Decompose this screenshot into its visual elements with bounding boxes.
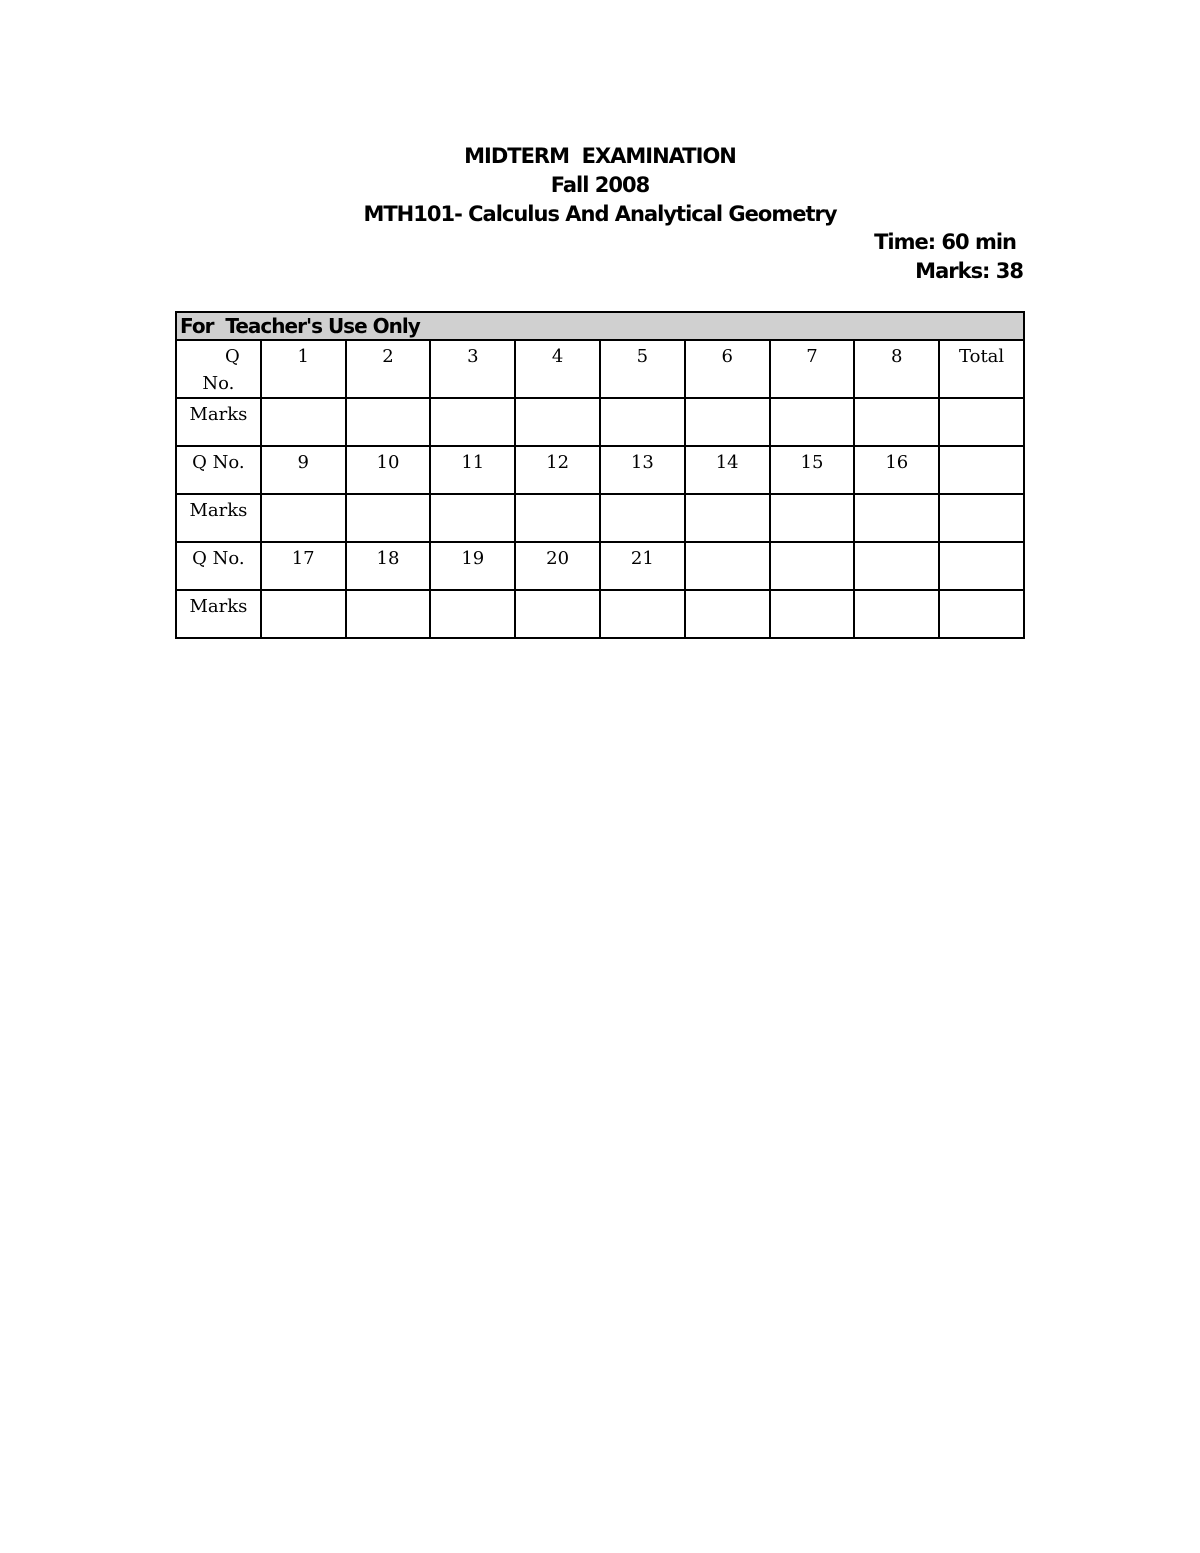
qno-cell: 6 [685,340,770,398]
exam-total-marks: Marks: 38 [915,259,1023,283]
qno-header-line2: No. [202,373,235,394]
marks-cell [600,398,685,446]
marks-label-cell: Marks [176,494,261,542]
marks-total-cell [939,398,1024,446]
qno-cell: 5 [600,340,685,398]
marks-cell [261,494,346,542]
exam-time: Time: 60 min [874,230,1016,254]
marks-row [176,398,1024,446]
qno-cell: 11 [430,446,515,494]
qno-cell [854,542,939,590]
qno-label-cell: Q No. [176,446,261,494]
marks-row [176,590,1024,638]
qno-cell: 16 [854,446,939,494]
qno-cell [685,542,770,590]
qno-cell: 3 [430,340,515,398]
course-title: MTH101- Calculus And Analytical Geometry [363,202,837,226]
question-number-row [176,542,1024,590]
qno-header-line1: Q [225,346,240,367]
marks-cell [770,398,855,446]
qno-cell: 17 [261,542,346,590]
qno-cell: 19 [430,542,515,590]
marks-cell [430,590,515,638]
marks-cell [515,494,600,542]
exam-meta [874,228,1023,286]
marks-cell [346,494,431,542]
marks-cell [346,398,431,446]
total-header-cell: Total [939,340,1024,398]
marks-cell [261,398,346,446]
qno-cell [770,542,855,590]
marks-cell [685,590,770,638]
qno-cell: 1 [261,340,346,398]
qno-cell: 21 [600,542,685,590]
qno-header-cell [176,340,261,398]
teacher-marks-table [175,311,1025,639]
marks-cell [854,590,939,638]
qno-cell [939,446,1024,494]
marks-cell [346,590,431,638]
qno-cell: 14 [685,446,770,494]
exam-term: Fall 2008 [550,173,650,197]
marks-cell [685,398,770,446]
qno-cell: 8 [854,340,939,398]
marks-cell [600,494,685,542]
qno-label-cell: Q No. [176,542,261,590]
qno-cell: 18 [346,542,431,590]
marks-cell [939,590,1024,638]
qno-cell: 10 [346,446,431,494]
qno-cell: 12 [515,446,600,494]
question-number-row [176,340,1024,398]
marks-cell [939,494,1024,542]
marks-cell [770,494,855,542]
marks-cell [854,398,939,446]
qno-cell: 4 [515,340,600,398]
marks-cell [515,398,600,446]
qno-cell: 7 [770,340,855,398]
qno-cell: 9 [261,446,346,494]
marks-cell [430,398,515,446]
qno-cell: 20 [515,542,600,590]
qno-cell: 2 [346,340,431,398]
qno-cell: 15 [770,446,855,494]
marks-row [176,494,1024,542]
marks-cell [430,494,515,542]
question-number-row [176,446,1024,494]
marks-cell [685,494,770,542]
qno-cell [939,542,1024,590]
marks-label-cell: Marks [176,590,261,638]
marks-cell [770,590,855,638]
exam-title: MIDTERM EXAMINATION [464,144,736,168]
marks-cell [854,494,939,542]
exam-header [0,142,1200,229]
marks-cell [515,590,600,638]
marks-cell [261,590,346,638]
qno-cell: 13 [600,446,685,494]
marks-label-cell: Marks [176,398,261,446]
marks-cell [600,590,685,638]
table-caption: For Teacher's Use Only [176,312,1024,340]
